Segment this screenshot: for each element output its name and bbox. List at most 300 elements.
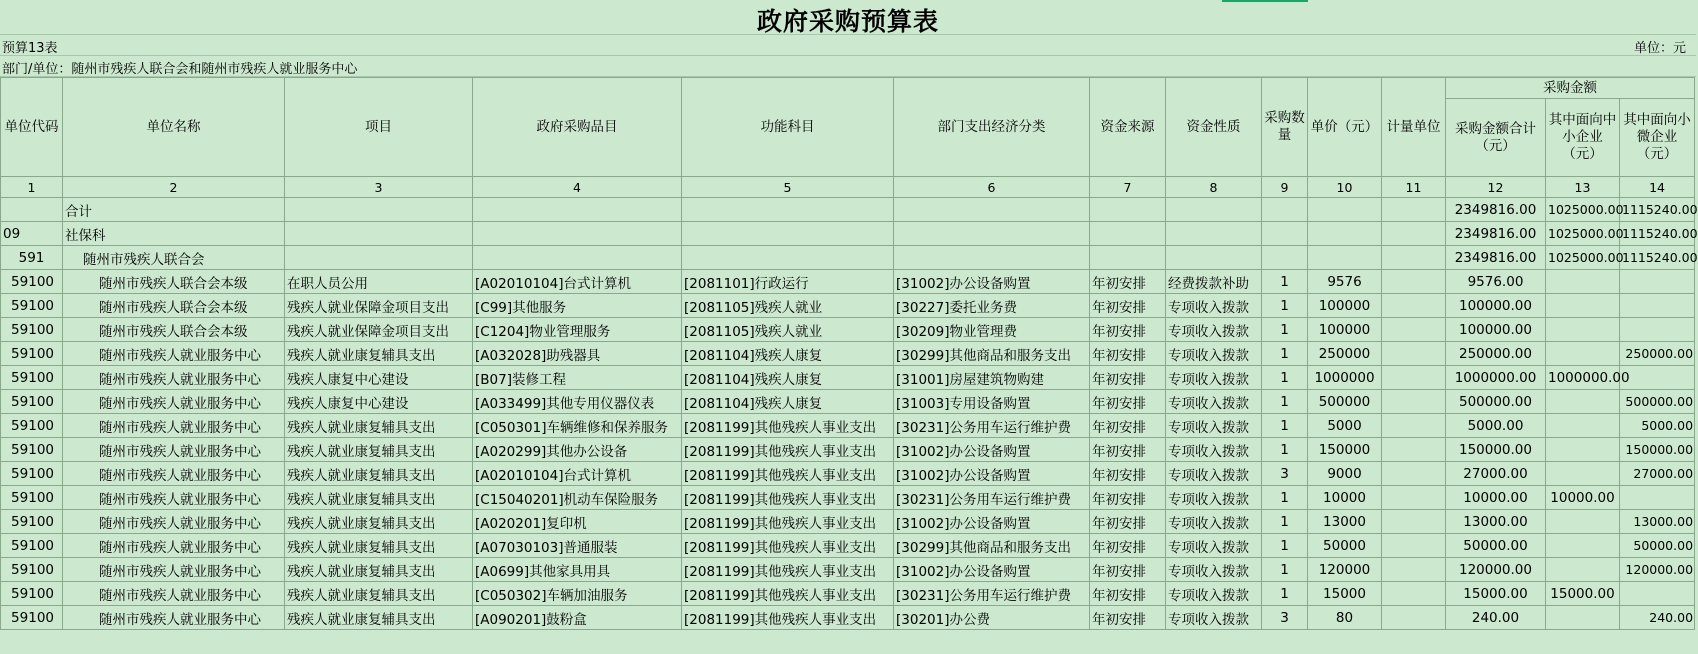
total-amount-cell[interactable]: 13000.00: [1446, 510, 1546, 534]
empty-cell[interactable]: [1382, 222, 1446, 246]
table-body: [1, 198, 1698, 630]
empty-cell[interactable]: [894, 246, 1090, 270]
header-sme[interactable]: 其中面向中小企业（元）: [1546, 99, 1620, 177]
project-cell[interactable]: 残疾人就业康复辅具支出: [285, 414, 473, 438]
unit-price-cell[interactable]: 150000: [1308, 438, 1382, 462]
procurement-item-cell[interactable]: [C050302]车辆加油服务: [473, 582, 682, 606]
micro-amount-cell[interactable]: 150000.00: [1620, 438, 1695, 462]
quantity-cell[interactable]: 3: [1262, 606, 1308, 630]
unit-price-cell[interactable]: 250000: [1308, 342, 1382, 366]
micro-amount-cell[interactable]: [1620, 486, 1695, 510]
unit-name-cell[interactable]: 随州市残疾人就业服务中心: [63, 438, 285, 462]
empty-cell[interactable]: [1382, 198, 1446, 222]
total-amount-cell[interactable]: 15000.00: [1446, 582, 1546, 606]
empty-cell[interactable]: [1382, 246, 1446, 270]
function-subject-cell[interactable]: [2081199]其他残疾人事业支出: [682, 462, 894, 486]
project-cell[interactable]: 残疾人就业保障金项目支出: [285, 318, 473, 342]
sme-amount-cell[interactable]: [1546, 510, 1620, 534]
column-index-cell[interactable]: 13: [1546, 177, 1620, 198]
economic-class-cell[interactable]: [30227]委托业务费: [894, 294, 1090, 318]
quantity-cell[interactable]: 1: [1262, 486, 1308, 510]
fund-type-cell[interactable]: 专项收入拨款: [1166, 510, 1262, 534]
measure-unit-cell[interactable]: [1382, 510, 1446, 534]
unit-label: 单位：元: [1633, 41, 1686, 56]
column-index-cell[interactable]: 3: [285, 177, 473, 198]
quantity-cell[interactable]: 1: [1262, 390, 1308, 414]
column-index-cell[interactable]: 1: [1, 177, 63, 198]
unit-price-cell[interactable]: 120000: [1308, 558, 1382, 582]
unit-name-cell[interactable]: 随州市残疾人联合会: [63, 246, 285, 270]
procurement-item-cell[interactable]: [A0699]其他家具用具: [473, 558, 682, 582]
fund-source-cell[interactable]: 年初安排: [1090, 342, 1166, 366]
unit-code-cell[interactable]: 59100: [1, 342, 63, 366]
economic-class-cell[interactable]: [30201]办公费: [894, 606, 1090, 630]
quantity-cell[interactable]: 1: [1262, 582, 1308, 606]
economic-class-cell[interactable]: [30231]公务用车运行维护费: [894, 414, 1090, 438]
fund-type-cell[interactable]: 专项收入拨款: [1166, 534, 1262, 558]
fund-source-cell[interactable]: 年初安排: [1090, 318, 1166, 342]
unit-price-cell[interactable]: 50000: [1308, 534, 1382, 558]
unit-price-cell[interactable]: 10000: [1308, 486, 1382, 510]
table-row: [1, 606, 1695, 630]
fund-source-cell[interactable]: 年初安排: [1090, 438, 1166, 462]
quantity-cell[interactable]: 1: [1262, 534, 1308, 558]
economic-class-cell[interactable]: [31002]办公设备购置: [894, 438, 1090, 462]
function-subject-cell[interactable]: [2081104]残疾人康复: [682, 342, 894, 366]
function-subject-cell[interactable]: [2081105]残疾人就业: [682, 318, 894, 342]
procurement-item-cell[interactable]: [C99]其他服务: [473, 294, 682, 318]
total-amount-cell[interactable]: 1000000.00: [1446, 366, 1546, 390]
micro-amount-cell[interactable]: [1620, 366, 1695, 390]
unit-price-cell[interactable]: 100000: [1308, 318, 1382, 342]
fund-source-cell[interactable]: 年初安排: [1090, 462, 1166, 486]
project-cell[interactable]: 残疾人就业康复辅具支出: [285, 510, 473, 534]
total-amount-cell[interactable]: 2349816.00: [1446, 198, 1546, 222]
unit-name-cell[interactable]: 随州市残疾人就业服务中心: [63, 414, 285, 438]
micro-amount-cell[interactable]: 1115240.00: [1620, 246, 1695, 270]
empty-cell[interactable]: [1090, 198, 1166, 222]
function-subject-cell[interactable]: [2081199]其他残疾人事业支出: [682, 486, 894, 510]
micro-amount-cell[interactable]: 500000.00: [1620, 390, 1695, 414]
sme-amount-cell[interactable]: [1546, 462, 1620, 486]
fund-type-cell[interactable]: 专项收入拨款: [1166, 558, 1262, 582]
quantity-cell[interactable]: 1: [1262, 510, 1308, 534]
column-index-cell[interactable]: 5: [682, 177, 894, 198]
header-econ[interactable]: 部门支出经济分类: [894, 78, 1090, 177]
unit-code-cell[interactable]: 59100: [1, 390, 63, 414]
measure-unit-cell[interactable]: [1382, 534, 1446, 558]
column-index-cell[interactable]: 10: [1308, 177, 1382, 198]
function-subject-cell[interactable]: [2081199]其他残疾人事业支出: [682, 438, 894, 462]
sme-amount-cell[interactable]: 10000.00: [1546, 486, 1620, 510]
fund-type-cell[interactable]: 专项收入拨款: [1166, 342, 1262, 366]
empty-cell[interactable]: [1308, 222, 1382, 246]
summary-row: [1, 222, 1695, 246]
unit-name-cell[interactable]: 随州市残疾人就业服务中心: [63, 534, 285, 558]
sme-amount-cell[interactable]: 1025000.00: [1546, 246, 1620, 270]
procurement-item-cell[interactable]: [C1204]物业管理服务: [473, 318, 682, 342]
measure-unit-cell[interactable]: [1382, 558, 1446, 582]
total-amount-cell[interactable]: 240.00: [1446, 606, 1546, 630]
unit-code-cell[interactable]: 59100: [1, 510, 63, 534]
unit-name-cell[interactable]: 随州市残疾人联合会本级: [63, 318, 285, 342]
empty-cell[interactable]: [285, 246, 473, 270]
sme-amount-cell[interactable]: 1000000.00: [1546, 366, 1620, 390]
column-index-cell[interactable]: 2: [63, 177, 285, 198]
empty-cell[interactable]: [1308, 246, 1382, 270]
economic-class-cell[interactable]: [30209]物业管理费: [894, 318, 1090, 342]
quantity-cell[interactable]: 1: [1262, 366, 1308, 390]
economic-class-cell[interactable]: [31002]办公设备购置: [894, 270, 1090, 294]
dept-label: 部门/单位：随州市残疾人联合会和随州市残疾人就业服务中心: [2, 62, 358, 77]
unit-name-cell[interactable]: 随州市残疾人就业服务中心: [63, 390, 285, 414]
micro-amount-cell[interactable]: 1115240.00: [1620, 198, 1695, 222]
unit-code-cell[interactable]: 59100: [1, 486, 63, 510]
column-index-cell[interactable]: 4: [473, 177, 682, 198]
empty-cell[interactable]: [1090, 246, 1166, 270]
function-subject-cell[interactable]: [2081199]其他残疾人事业支出: [682, 582, 894, 606]
empty-cell[interactable]: [1262, 246, 1308, 270]
project-cell[interactable]: 残疾人就业康复辅具支出: [285, 438, 473, 462]
function-subject-cell[interactable]: [2081199]其他残疾人事业支出: [682, 558, 894, 582]
quantity-cell[interactable]: 1: [1262, 270, 1308, 294]
empty-cell[interactable]: [1090, 222, 1166, 246]
unit-name-cell[interactable]: 随州市残疾人联合会本级: [63, 270, 285, 294]
economic-class-cell[interactable]: [30231]公务用车运行维护费: [894, 582, 1090, 606]
economic-class-cell[interactable]: [30299]其他商品和服务支出: [894, 534, 1090, 558]
function-subject-cell[interactable]: [2081104]残疾人康复: [682, 390, 894, 414]
micro-amount-cell[interactable]: 250000.00: [1620, 342, 1695, 366]
empty-cell[interactable]: [1166, 222, 1262, 246]
total-amount-cell[interactable]: 50000.00: [1446, 534, 1546, 558]
column-index-cell[interactable]: 8: [1166, 177, 1262, 198]
fund-type-cell[interactable]: 经费拨款补助: [1166, 270, 1262, 294]
project-cell[interactable]: 残疾人就业康复辅具支出: [285, 486, 473, 510]
column-index-cell[interactable]: 6: [894, 177, 1090, 198]
economic-class-cell[interactable]: [31001]房屋建筑物购建: [894, 366, 1090, 390]
function-subject-cell[interactable]: [2081105]残疾人就业: [682, 294, 894, 318]
column-index-cell[interactable]: 7: [1090, 177, 1166, 198]
micro-amount-cell[interactable]: 27000.00: [1620, 462, 1695, 486]
micro-amount-cell[interactable]: 5000.00: [1620, 414, 1695, 438]
unit-code-cell[interactable]: 59100: [1, 438, 63, 462]
procurement-item-cell[interactable]: [B07]装修工程: [473, 366, 682, 390]
unit-price-cell[interactable]: 13000: [1308, 510, 1382, 534]
micro-amount-cell[interactable]: [1620, 294, 1695, 318]
unit-name-cell[interactable]: 随州市残疾人就业服务中心: [63, 366, 285, 390]
sme-amount-cell[interactable]: 1025000.00: [1546, 222, 1620, 246]
table-row: [1, 366, 1695, 390]
unit-code-cell[interactable]: 59100: [1, 606, 63, 630]
unit-code-cell[interactable]: 59100: [1, 294, 63, 318]
measure-unit-cell[interactable]: [1382, 462, 1446, 486]
table-row: [1, 582, 1695, 606]
measure-unit-cell[interactable]: [1382, 318, 1446, 342]
micro-amount-cell[interactable]: 50000.00: [1620, 534, 1695, 558]
sme-amount-cell[interactable]: [1546, 606, 1620, 630]
fund-source-cell[interactable]: 年初安排: [1090, 414, 1166, 438]
unit-name-cell[interactable]: 合计: [63, 198, 285, 222]
procurement-table: [0, 77, 1698, 630]
unit-code-cell[interactable]: 59100: [1, 462, 63, 486]
unit-price-cell[interactable]: 5000: [1308, 414, 1382, 438]
page-title: 政府采购预算表: [756, 7, 939, 36]
empty-cell[interactable]: [285, 198, 473, 222]
project-cell[interactable]: 残疾人康复中心建设: [285, 366, 473, 390]
column-index-cell[interactable]: 12: [1446, 177, 1546, 198]
economic-class-cell[interactable]: [31002]办公设备购置: [894, 510, 1090, 534]
procurement-item-cell[interactable]: [A02010104]台式计算机: [473, 270, 682, 294]
procurement-item-cell[interactable]: [A020201]复印机: [473, 510, 682, 534]
column-index-cell[interactable]: 14: [1620, 177, 1695, 198]
unit-code-cell[interactable]: 59100: [1, 414, 63, 438]
sme-amount-cell[interactable]: [1546, 318, 1620, 342]
total-amount-cell[interactable]: 5000.00: [1446, 414, 1546, 438]
unit-code-cell[interactable]: 59100: [1, 558, 63, 582]
unit-price-cell[interactable]: 1000000: [1308, 366, 1382, 390]
table-row: [1, 558, 1695, 582]
procurement-item-cell[interactable]: [A033499]其他专用仪器仪表: [473, 390, 682, 414]
project-cell[interactable]: 残疾人就业康复辅具支出: [285, 534, 473, 558]
function-subject-cell[interactable]: [2081199]其他残疾人事业支出: [682, 606, 894, 630]
unit-name-cell[interactable]: 随州市残疾人就业服务中心: [63, 486, 285, 510]
empty-cell[interactable]: [473, 246, 682, 270]
quantity-cell[interactable]: 1: [1262, 342, 1308, 366]
header-name[interactable]: 单位名称: [63, 78, 285, 177]
fund-type-cell[interactable]: 专项收入拨款: [1166, 390, 1262, 414]
project-cell[interactable]: 残疾人就业保障金项目支出: [285, 294, 473, 318]
header-fund-source[interactable]: 资金来源: [1090, 78, 1166, 177]
empty-cell[interactable]: [682, 246, 894, 270]
header-func[interactable]: 功能科目: [682, 78, 894, 177]
unit-code-cell[interactable]: 59100: [1, 582, 63, 606]
empty-cell[interactable]: [894, 222, 1090, 246]
fund-type-cell[interactable]: 专项收入拨款: [1166, 582, 1262, 606]
unit-name-cell[interactable]: 随州市残疾人就业服务中心: [63, 342, 285, 366]
table-row: [1, 294, 1695, 318]
measure-unit-cell[interactable]: [1382, 390, 1446, 414]
function-subject-cell[interactable]: [2081199]其他残疾人事业支出: [682, 414, 894, 438]
economic-class-cell[interactable]: [30299]其他商品和服务支出: [894, 342, 1090, 366]
empty-cell[interactable]: [473, 198, 682, 222]
empty-cell[interactable]: [1166, 246, 1262, 270]
economic-class-cell[interactable]: [31002]办公设备购置: [894, 558, 1090, 582]
empty-cell[interactable]: [1308, 198, 1382, 222]
empty-cell[interactable]: [1166, 198, 1262, 222]
fund-source-cell[interactable]: 年初安排: [1090, 270, 1166, 294]
measure-unit-cell[interactable]: [1382, 342, 1446, 366]
total-amount-cell[interactable]: 150000.00: [1446, 438, 1546, 462]
unit-name-cell[interactable]: 随州市残疾人就业服务中心: [63, 510, 285, 534]
measure-unit-cell[interactable]: [1382, 606, 1446, 630]
fund-source-cell[interactable]: 年初安排: [1090, 534, 1166, 558]
empty-cell[interactable]: [682, 198, 894, 222]
project-cell[interactable]: 残疾人就业康复辅具支出: [285, 606, 473, 630]
project-cell[interactable]: 在职人员公用: [285, 270, 473, 294]
header-item[interactable]: 政府采购品目: [473, 78, 682, 177]
fund-source-cell[interactable]: 年初安排: [1090, 558, 1166, 582]
unit-code-cell[interactable]: 59100: [1, 366, 63, 390]
total-amount-cell[interactable]: 9576.00: [1446, 270, 1546, 294]
fund-type-cell[interactable]: 专项收入拨款: [1166, 606, 1262, 630]
unit-name-cell[interactable]: 随州市残疾人联合会本级: [63, 294, 285, 318]
header-project[interactable]: 项目: [285, 78, 473, 177]
fund-source-cell[interactable]: 年初安排: [1090, 510, 1166, 534]
sme-amount-cell[interactable]: [1546, 534, 1620, 558]
header-total[interactable]: 采购金额合计（元）: [1446, 99, 1546, 177]
header-code[interactable]: 单位代码: [1, 78, 63, 177]
header-price[interactable]: 单价（元）: [1308, 78, 1382, 177]
procurement-item-cell[interactable]: [A032028]助残器具: [473, 342, 682, 366]
header-micro[interactable]: 其中面向小微企业（元）: [1620, 99, 1695, 177]
total-amount-cell[interactable]: 2349816.00: [1446, 222, 1546, 246]
total-amount-cell[interactable]: 250000.00: [1446, 342, 1546, 366]
quantity-cell[interactable]: 3: [1262, 462, 1308, 486]
economic-class-cell[interactable]: [31003]专用设备购置: [894, 390, 1090, 414]
fund-source-cell[interactable]: 年初安排: [1090, 486, 1166, 510]
header-qty[interactable]: 采购数量: [1262, 78, 1308, 177]
sme-amount-cell[interactable]: 1025000.00: [1546, 198, 1620, 222]
sme-amount-cell[interactable]: 15000.00: [1546, 582, 1620, 606]
function-subject-cell[interactable]: [2081101]行政运行: [682, 270, 894, 294]
procurement-item-cell[interactable]: [C15040201]机动车保险服务: [473, 486, 682, 510]
micro-amount-cell[interactable]: [1620, 318, 1695, 342]
unit-price-cell[interactable]: 15000: [1308, 582, 1382, 606]
total-amount-cell[interactable]: 10000.00: [1446, 486, 1546, 510]
fund-type-cell[interactable]: 专项收入拨款: [1166, 462, 1262, 486]
measure-unit-cell[interactable]: [1382, 414, 1446, 438]
total-amount-cell[interactable]: 120000.00: [1446, 558, 1546, 582]
unit-price-cell[interactable]: 9000: [1308, 462, 1382, 486]
unit-price-cell[interactable]: 9576: [1308, 270, 1382, 294]
micro-amount-cell[interactable]: 240.00: [1620, 606, 1695, 630]
measure-unit-cell[interactable]: [1382, 294, 1446, 318]
quantity-cell[interactable]: 1: [1262, 318, 1308, 342]
project-cell[interactable]: 残疾人就业康复辅具支出: [285, 582, 473, 606]
micro-amount-cell[interactable]: [1620, 582, 1695, 606]
empty-cell[interactable]: [1262, 222, 1308, 246]
quantity-cell[interactable]: 1: [1262, 414, 1308, 438]
sme-amount-cell[interactable]: [1546, 390, 1620, 414]
empty-cell[interactable]: [473, 222, 682, 246]
total-amount-cell[interactable]: 100000.00: [1446, 294, 1546, 318]
fund-type-cell[interactable]: 专项收入拨款: [1166, 366, 1262, 390]
project-cell[interactable]: 残疾人就业康复辅具支出: [285, 558, 473, 582]
fund-source-cell[interactable]: 年初安排: [1090, 582, 1166, 606]
fund-type-cell[interactable]: 专项收入拨款: [1166, 486, 1262, 510]
sme-amount-cell[interactable]: [1546, 294, 1620, 318]
unit-code-cell[interactable]: [1, 198, 63, 222]
unit-code-cell[interactable]: 09: [1, 222, 63, 246]
project-cell[interactable]: 残疾人就业康复辅具支出: [285, 342, 473, 366]
header-amount-group[interactable]: 采购金额: [1446, 78, 1695, 99]
unit-name-cell[interactable]: 社保科: [63, 222, 285, 246]
procurement-item-cell[interactable]: [A07030103]普通服装: [473, 534, 682, 558]
sme-amount-cell[interactable]: [1546, 438, 1620, 462]
unit-price-cell[interactable]: 100000: [1308, 294, 1382, 318]
fund-type-cell[interactable]: 专项收入拨款: [1166, 318, 1262, 342]
unit-code-cell[interactable]: 59100: [1, 270, 63, 294]
fund-source-cell[interactable]: 年初安排: [1090, 294, 1166, 318]
header-unit[interactable]: 计量单位: [1382, 78, 1446, 177]
total-amount-cell[interactable]: 500000.00: [1446, 390, 1546, 414]
function-subject-cell[interactable]: [2081199]其他残疾人事业支出: [682, 510, 894, 534]
fund-source-cell[interactable]: 年初安排: [1090, 366, 1166, 390]
micro-amount-cell[interactable]: [1620, 270, 1695, 294]
empty-cell[interactable]: [1262, 198, 1308, 222]
quantity-cell[interactable]: 1: [1262, 438, 1308, 462]
unit-name-cell[interactable]: 随州市残疾人就业服务中心: [63, 462, 285, 486]
function-subject-cell[interactable]: [2081104]残疾人康复: [682, 366, 894, 390]
fund-type-cell[interactable]: 专项收入拨款: [1166, 438, 1262, 462]
meta-row: [0, 35, 1696, 56]
micro-amount-cell[interactable]: 1115240.00: [1620, 222, 1695, 246]
unit-name-cell[interactable]: 随州市残疾人就业服务中心: [63, 606, 285, 630]
fund-source-cell[interactable]: 年初安排: [1090, 606, 1166, 630]
measure-unit-cell[interactable]: [1382, 270, 1446, 294]
measure-unit-cell[interactable]: [1382, 366, 1446, 390]
sme-amount-cell[interactable]: [1546, 558, 1620, 582]
procurement-item-cell[interactable]: [A020299]其他办公设备: [473, 438, 682, 462]
total-amount-cell[interactable]: 27000.00: [1446, 462, 1546, 486]
measure-unit-cell[interactable]: [1382, 486, 1446, 510]
unit-code-cell[interactable]: 59100: [1, 318, 63, 342]
table-number: 预算13表: [2, 41, 58, 56]
measure-unit-cell[interactable]: [1382, 582, 1446, 606]
total-amount-cell[interactable]: 100000.00: [1446, 318, 1546, 342]
sme-amount-cell[interactable]: [1546, 270, 1620, 294]
table-row: [1, 318, 1695, 342]
sme-amount-cell[interactable]: [1546, 342, 1620, 366]
fund-type-cell[interactable]: 专项收入拨款: [1166, 414, 1262, 438]
fund-type-cell[interactable]: 专项收入拨款: [1166, 294, 1262, 318]
procurement-item-cell[interactable]: [A090201]鼓粉盒: [473, 606, 682, 630]
title-row: [0, 0, 1696, 35]
header-fund-type[interactable]: 资金性质: [1166, 78, 1262, 177]
procurement-item-cell[interactable]: [C050301]车辆维修和保养服务: [473, 414, 682, 438]
table-row: [1, 414, 1695, 438]
economic-class-cell[interactable]: [31002]办公设备购置: [894, 462, 1090, 486]
total-amount-cell[interactable]: 2349816.00: [1446, 246, 1546, 270]
unit-code-cell[interactable]: 59100: [1, 534, 63, 558]
project-cell[interactable]: 残疾人就业康复辅具支出: [285, 462, 473, 486]
unit-price-cell[interactable]: 500000: [1308, 390, 1382, 414]
column-index-cell[interactable]: 11: [1382, 177, 1446, 198]
unit-code-cell[interactable]: 591: [1, 246, 63, 270]
micro-amount-cell[interactable]: 120000.00: [1620, 558, 1695, 582]
procurement-item-cell[interactable]: [A02010104]台式计算机: [473, 462, 682, 486]
function-subject-cell[interactable]: [2081199]其他残疾人事业支出: [682, 534, 894, 558]
economic-class-cell[interactable]: [30231]公务用车运行维护费: [894, 486, 1090, 510]
empty-cell[interactable]: [894, 198, 1090, 222]
column-index-cell[interactable]: 9: [1262, 177, 1308, 198]
empty-cell[interactable]: [682, 222, 894, 246]
unit-price-cell[interactable]: 80: [1308, 606, 1382, 630]
quantity-cell[interactable]: 1: [1262, 294, 1308, 318]
quantity-cell[interactable]: 1: [1262, 558, 1308, 582]
unit-name-cell[interactable]: 随州市残疾人就业服务中心: [63, 558, 285, 582]
table-row: [1, 510, 1695, 534]
table-row: [1, 462, 1695, 486]
fund-source-cell[interactable]: 年初安排: [1090, 390, 1166, 414]
micro-amount-cell[interactable]: 13000.00: [1620, 510, 1695, 534]
sme-amount-cell[interactable]: [1546, 414, 1620, 438]
project-cell[interactable]: 残疾人康复中心建设: [285, 390, 473, 414]
dept-row: [0, 56, 1696, 77]
unit-name-cell[interactable]: 随州市残疾人就业服务中心: [63, 582, 285, 606]
empty-cell[interactable]: [285, 222, 473, 246]
measure-unit-cell[interactable]: [1382, 438, 1446, 462]
